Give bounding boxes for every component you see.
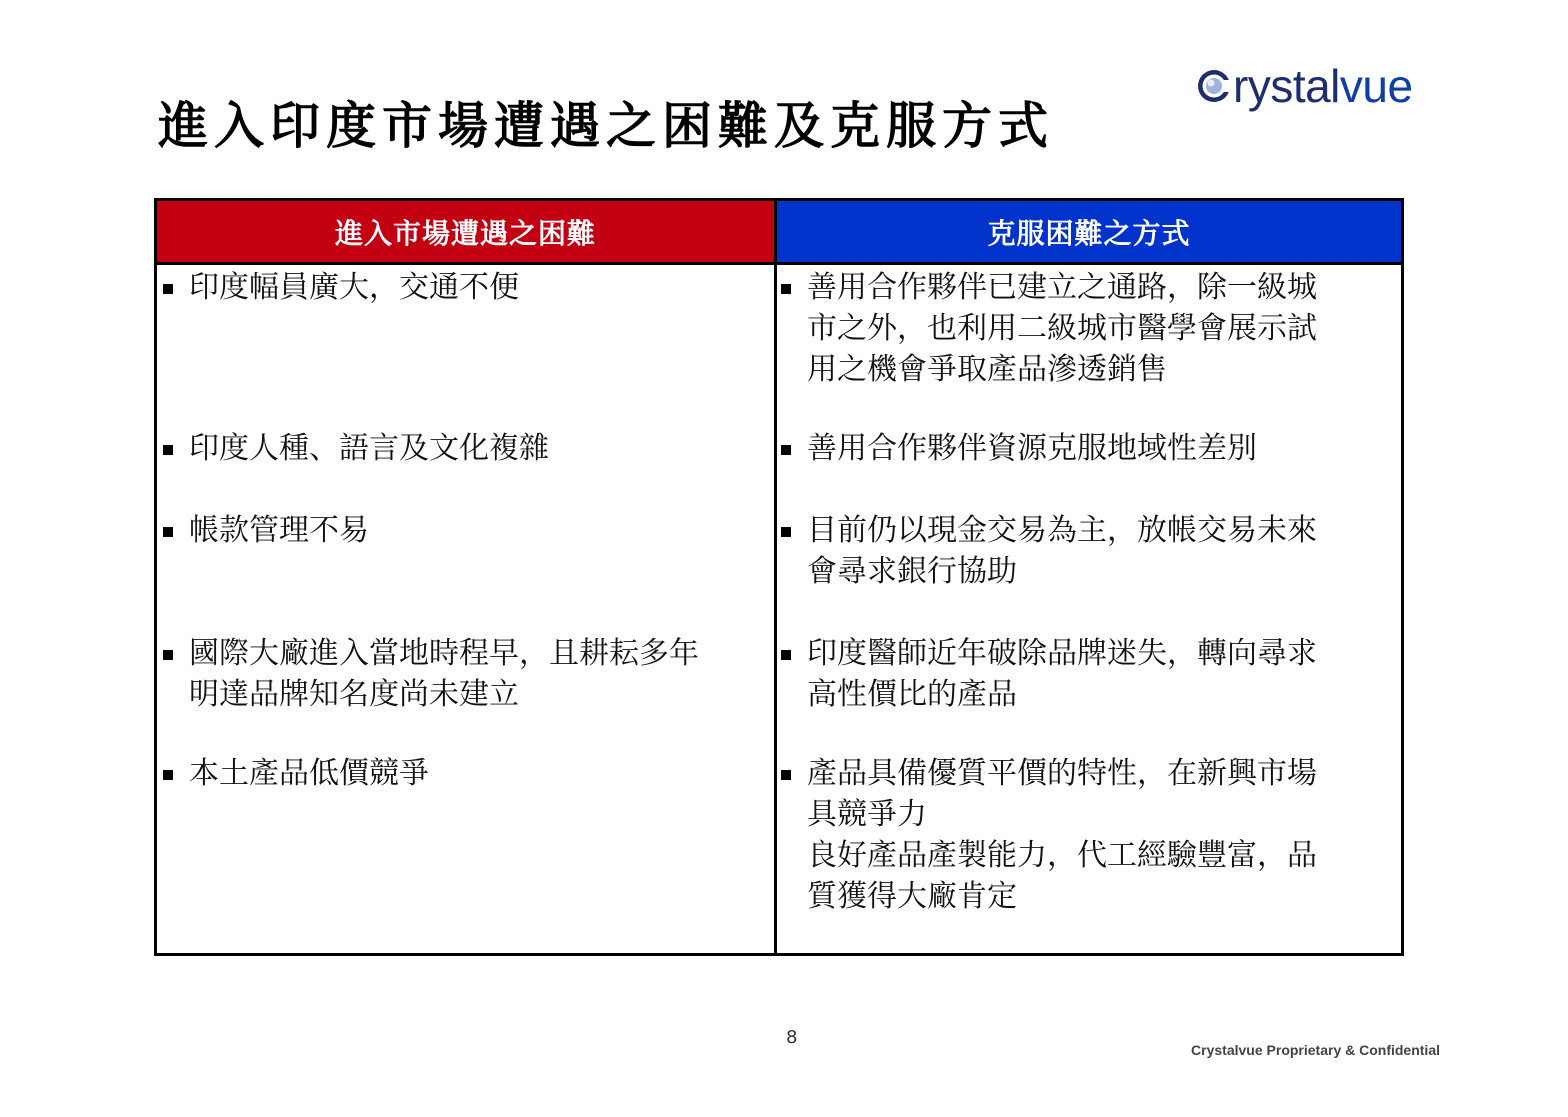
solution-item bbox=[781, 633, 1317, 715]
solution-text: 產品具備優質平價的特性，在新興市場 具競爭力 良好產品產製能力，代工經驗豐富，品 質獲得大廠肯定 bbox=[807, 756, 1317, 914]
solution-item bbox=[781, 428, 1257, 469]
difficulty-item bbox=[163, 267, 519, 308]
difficulty-item bbox=[163, 633, 699, 715]
difficulty-text: 國際大廠進入當地時程早，且耕耘多年 明達品牌知名度尚未建立 bbox=[189, 636, 699, 712]
difficulty-text: 帳款管理不易 bbox=[189, 513, 369, 548]
solution-text: 印度醫師近年破除品牌迷失，轉向尋求 高性價比的產品 bbox=[807, 636, 1317, 712]
header-difficulties: 進入市場遭遇之困難 bbox=[157, 201, 774, 265]
solution-item bbox=[781, 510, 1317, 592]
bullet-icon bbox=[781, 284, 791, 294]
bullet-icon bbox=[163, 770, 173, 780]
difficulty-text: 本土產品低價競爭 bbox=[189, 756, 429, 791]
solution-item bbox=[781, 753, 1317, 917]
bullet-icon bbox=[781, 445, 791, 455]
solution-text: 善用合作夥伴已建立之通路，除一級城 市之外，也利用二級城市醫學會展示試 用之機會爭取產品滲透銷售 bbox=[807, 270, 1317, 387]
logo-text-main: rystal bbox=[1233, 60, 1340, 112]
crystalvue-logo bbox=[1196, 60, 1413, 112]
bullet-icon bbox=[163, 284, 173, 294]
solution-item bbox=[781, 267, 1317, 390]
confidential-footer: Crystalvue Proprietary & Confidential bbox=[1191, 1042, 1440, 1058]
comparison-table bbox=[154, 198, 1404, 956]
difficulty-text: 印度幅員廣大，交通不便 bbox=[189, 270, 519, 305]
solution-text: 目前仍以現金交易為主，放帳交易未來 會尋求銀行協助 bbox=[807, 513, 1317, 589]
difficulty-text: 印度人種、語言及文化複雜 bbox=[189, 431, 549, 466]
page-number: 8 bbox=[786, 1027, 798, 1048]
logo-text-accent: vue bbox=[1339, 60, 1413, 112]
bullet-icon bbox=[163, 650, 173, 660]
bullet-icon bbox=[163, 445, 173, 455]
logo-wordmark bbox=[1233, 60, 1413, 112]
solution-text: 善用合作夥伴資源克服地域性差別 bbox=[807, 431, 1257, 466]
bullet-icon bbox=[781, 650, 791, 660]
bullet-icon bbox=[163, 527, 173, 537]
slide-title: 進入印度市場遭遇之困難及克服方式 bbox=[158, 96, 1054, 155]
difficulty-item bbox=[163, 428, 549, 469]
bullet-icon bbox=[781, 770, 791, 780]
crystal-orb-icon bbox=[1196, 68, 1232, 104]
difficulty-item bbox=[163, 510, 369, 551]
column-divider bbox=[774, 201, 777, 953]
bullet-icon bbox=[781, 527, 791, 537]
difficulty-item bbox=[163, 753, 429, 794]
header-solutions: 克服困難之方式 bbox=[777, 201, 1401, 265]
